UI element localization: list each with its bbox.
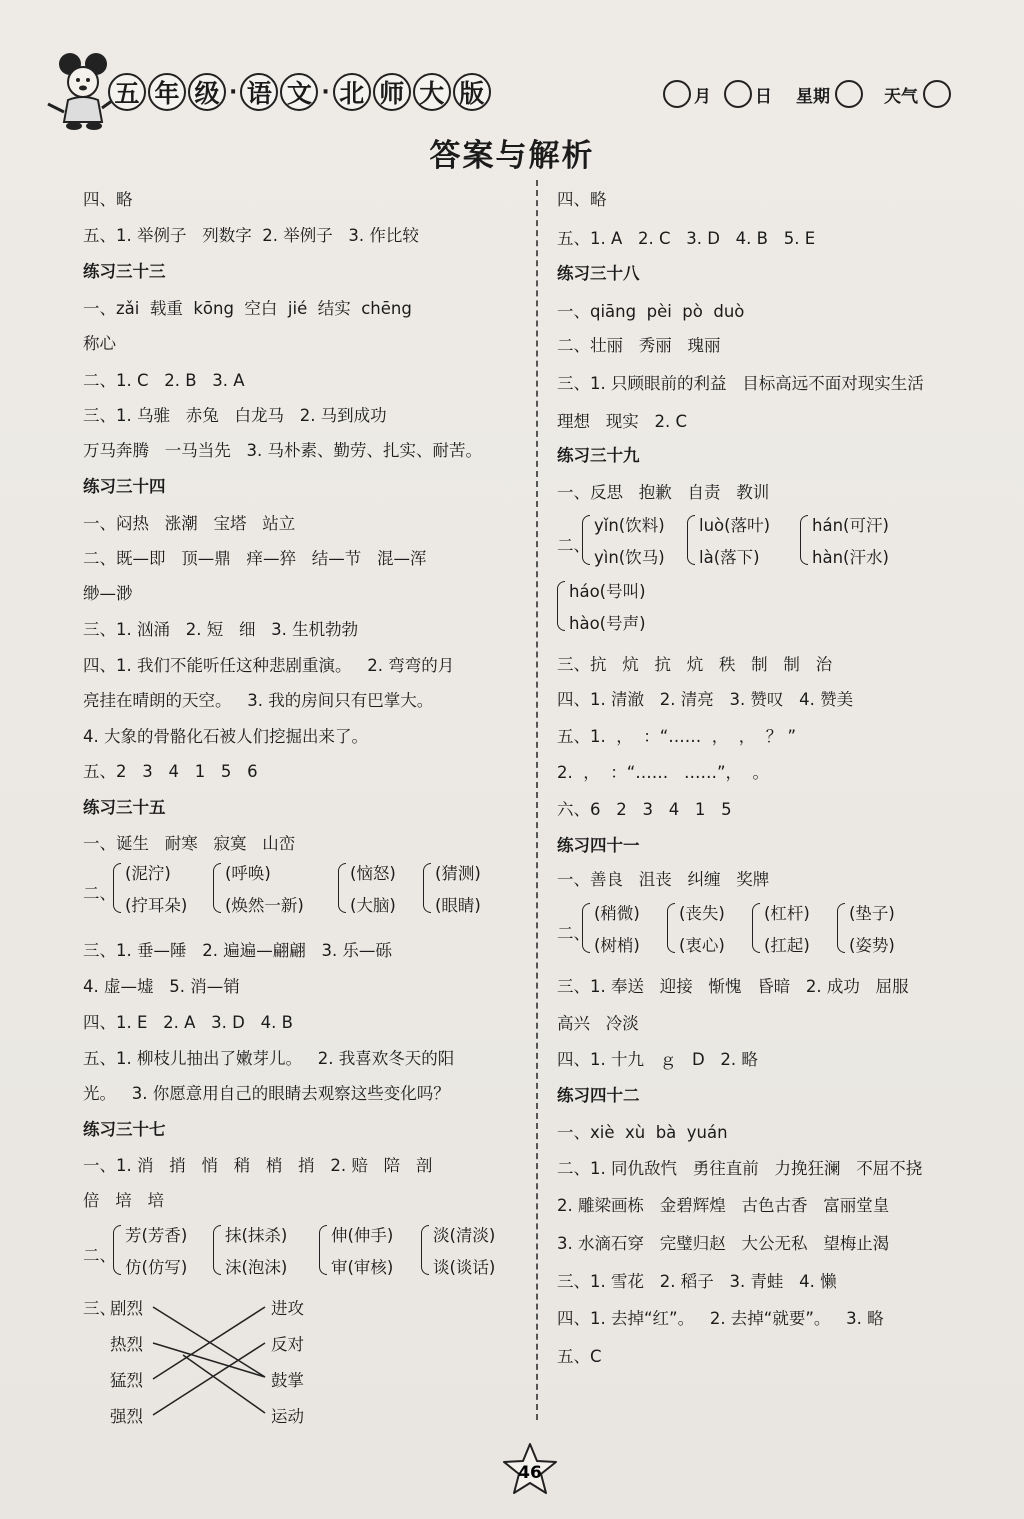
bracket-item: (呼唤) [225, 864, 271, 883]
answer-line: 四、1. E 2. A 3. D 4. B [83, 1013, 293, 1032]
bracket-item: (姿势) [849, 936, 895, 955]
answer-line: 四、略 [83, 190, 133, 209]
question-prefix: 三、 [83, 1299, 116, 1318]
weather-label: 天气 [884, 86, 918, 107]
banner-char: 语 [240, 73, 278, 111]
brace-icon [213, 863, 221, 913]
brace-icon [752, 903, 760, 953]
bracket-item: 抹(抹杀) [225, 1226, 288, 1245]
month-label: 月 [694, 86, 711, 107]
answer-line: 五、C [557, 1347, 602, 1366]
match-left: 热烈 [110, 1335, 143, 1354]
bracket-group [582, 512, 665, 568]
answer-line: 三、1. 奉送 迎接 惭愧 昏暗 2. 成功 屈服 [557, 977, 909, 996]
section-heading: 练习三十八 [557, 264, 640, 283]
bracket-item: 伸(伸手) [331, 1226, 394, 1245]
answer-line: 二、既—即 顶—鼎 痒—猝 结—节 混—浑 [83, 549, 427, 568]
section-heading: 练习三十四 [83, 477, 166, 496]
banner-char: 大 [413, 73, 451, 111]
bracket-group [319, 1222, 393, 1278]
answer-line: 2. ， ：“…… ……”， 。 [557, 763, 770, 782]
brace-icon [213, 1225, 221, 1275]
bracket-group [837, 900, 895, 956]
match-right: 反对 [271, 1335, 304, 1354]
bracket-item: hào(号声) [569, 614, 646, 633]
answer-line: 倍 培 培 [83, 1191, 164, 1210]
bracket-item: 谈(谈话) [433, 1258, 496, 1277]
bracket-group [213, 860, 304, 916]
brace-icon [421, 1225, 429, 1275]
bracket-item: 芳(芳香) [125, 1226, 188, 1245]
bracket-item: yǐn(饮料) [594, 516, 665, 535]
section-heading: 练习四十二 [557, 1086, 640, 1105]
answer-line: 四、1. 去掉“红”。 2. 去掉“就要”。 3. 略 [557, 1309, 884, 1328]
bracket-item: luò(落叶) [699, 516, 771, 535]
bracket-item: là(落下) [699, 548, 760, 567]
month-blank [663, 80, 691, 108]
section-heading: 练习三十九 [557, 446, 640, 465]
answer-line: 理想 现实 2. C [557, 412, 687, 431]
answer-line: 光。 3. 你愿意用自己的眼睛去观察这些变化吗？ [83, 1084, 450, 1103]
bracket-item: 沫(泡沫) [225, 1258, 288, 1277]
weekday-blank [835, 80, 863, 108]
bracket-item: (树梢) [594, 936, 640, 955]
answer-line: 一、诞生 耐寒 寂寞 山峦 [83, 834, 296, 853]
banner-char: 五 [108, 73, 146, 111]
bracket-item: (焕然一新) [225, 896, 304, 915]
brace-icon [557, 581, 565, 631]
answer-line: 称心 [83, 334, 116, 353]
banner-char: 师 [373, 73, 411, 111]
bracket-item: (扛起) [764, 936, 810, 955]
bracket-group [800, 512, 889, 568]
bracket-item: (垫子) [849, 904, 895, 923]
question-prefix: 二、 [83, 1246, 116, 1265]
match-lines [83, 1295, 323, 1425]
answer-line: 五、1. ， ：“…… ， ， ？ ” [557, 727, 797, 746]
answer-line: 高兴 冷淡 [557, 1014, 639, 1033]
match-left: 强烈 [110, 1407, 143, 1426]
column-divider [536, 180, 538, 1420]
answer-line: 4. 大象的骨骼化石被人们挖掘出来了。 [83, 727, 368, 746]
brace-icon [687, 515, 695, 565]
answer-line: 一、闷热 涨潮 宝塔 站立 [83, 514, 296, 533]
day-blank [724, 80, 752, 108]
match-left: 剧烈 [110, 1299, 143, 1318]
brace-icon [113, 1225, 121, 1275]
answer-line: 六、6 2 3 4 1 5 [557, 800, 732, 819]
answer-line: 三、1. 乌骓 赤兔 白龙马 2. 马到成功 [83, 406, 387, 425]
answer-line: 四、1. 清澈 2. 清亮 3. 赞叹 4. 赞美 [557, 690, 854, 709]
answer-line: 四、1. 我们不能听任这种悲剧重演。 2. 弯弯的月 [83, 656, 455, 675]
bracket-group [582, 900, 640, 956]
bracket-group [113, 860, 187, 916]
bracket-item: (丧失) [679, 904, 725, 923]
matching-exercise [83, 1295, 323, 1425]
brace-icon [338, 863, 346, 913]
question-prefix: 二、 [557, 536, 590, 555]
page-number-star [500, 1440, 560, 1500]
bracket-group [557, 578, 646, 634]
answer-line: 二、壮丽 秀丽 瑰丽 [557, 336, 721, 355]
question-prefix: 二、 [557, 924, 590, 943]
answer-line: 三、抗 炕 抗 炕 秩 制 制 治 [557, 655, 833, 674]
answer-line: 五、1. A 2. C 3. D 4. B 5. E [557, 229, 816, 248]
banner-char: 级 [188, 73, 226, 111]
book-banner [108, 70, 491, 114]
bracket-item: (猜测) [435, 864, 481, 883]
brace-icon [582, 903, 590, 953]
answer-line: 二、1. C 2. B 3. A [83, 371, 245, 390]
date-weather-box [660, 80, 954, 108]
answer-line: 三、1. 雪花 2. 稻子 3. 青蛙 4. 懒 [557, 1272, 837, 1291]
brace-icon [667, 903, 675, 953]
answer-line: 二、1. 同仇敌忾 勇往直前 力挽狂澜 不屈不挠 [557, 1159, 923, 1178]
bracket-group [423, 860, 481, 916]
answer-line: 一、xiè xù bà yuán [557, 1123, 728, 1142]
answer-line: 一、善良 沮丧 纠缠 奖牌 [557, 870, 770, 889]
banner-char: 北 [333, 73, 371, 111]
bracket-item: 淡(清淡) [433, 1226, 496, 1245]
brace-icon [319, 1225, 327, 1275]
weekday-label: 星期 [796, 86, 830, 107]
answer-line: 一、1. 消 捎 悄 稍 梢 捎 2. 赔 陪 剖 [83, 1156, 433, 1175]
bracket-item: (稍微) [594, 904, 640, 923]
answer-line: 三、1. 垂—陲 2. 遍遍—翩翩 3. 乐—砾 [83, 941, 392, 960]
section-heading: 练习四十一 [557, 836, 640, 855]
bracket-item: (恼怒) [350, 864, 396, 883]
banner-dot: · [321, 79, 330, 105]
answer-line: 五、1. 柳枝儿抽出了嫩芽儿。 2. 我喜欢冬天的阳 [83, 1049, 455, 1068]
bracket-group [113, 1222, 187, 1278]
section-heading: 练习三十七 [83, 1120, 166, 1139]
bracket-item: (拧耳朵) [125, 896, 188, 915]
match-right: 进攻 [271, 1299, 304, 1318]
section-heading: 练习三十五 [83, 798, 166, 817]
section-heading: 练习三十三 [83, 262, 166, 281]
bracket-group [752, 900, 810, 956]
answer-line: 缈—渺 [83, 584, 133, 603]
banner-dot: · [229, 79, 238, 105]
brace-icon [113, 863, 121, 913]
match-right: 运动 [271, 1407, 304, 1426]
page-number: 46 [518, 1463, 542, 1483]
banner-char: 年 [148, 73, 186, 111]
answer-line: 一、zǎi 载重 kōng 空白 jié 结实 chēng [83, 299, 412, 318]
bracket-item: (泥泞) [125, 864, 171, 883]
bracket-item: (衷心) [679, 936, 725, 955]
bracket-item: hán(可汗) [812, 516, 889, 535]
answer-line: 3. 水滴石穿 完璧归赵 大公无私 望梅止渴 [557, 1234, 890, 1253]
banner-char: 文 [280, 73, 318, 111]
question-prefix: 二、 [83, 884, 116, 903]
banner-char: 版 [453, 73, 491, 111]
answer-line: 三、1. 只顾眼前的利益 目标高远不面对现实生活 [557, 374, 924, 393]
answer-line: 一、qiāng pèi pò duò [557, 302, 745, 321]
answer-line: 4. 虚—墟 5. 消—销 [83, 977, 240, 996]
brace-icon [582, 515, 590, 565]
brace-icon [423, 863, 431, 913]
match-left: 猛烈 [110, 1371, 143, 1390]
bracket-item: (杠杆) [764, 904, 810, 923]
answer-line: 四、略 [557, 190, 607, 209]
page-title: 答案与解析 [429, 138, 595, 174]
answer-line: 一、反思 抱歉 自责 教训 [557, 483, 770, 502]
day-label: 日 [755, 86, 772, 107]
bracket-group [667, 900, 725, 956]
answer-line: 2. 雕梁画栋 金碧辉煌 古色古香 富丽堂皇 [557, 1196, 890, 1215]
brace-icon [800, 515, 808, 565]
answer-line: 五、2 3 4 1 5 6 [83, 762, 258, 781]
bracket-item: 审(审核) [331, 1258, 394, 1277]
answer-line: 四、1. 十九 ｇ D 2. 略 [557, 1050, 758, 1069]
bracket-item: (大脑) [350, 896, 396, 915]
answer-line: 五、1. 举例子 列数字 2. 举例子 3. 作比较 [83, 226, 419, 245]
weather-blank [923, 80, 951, 108]
bracket-item: yìn(饮马) [594, 548, 665, 567]
answer-line: 亮挂在晴朗的天空。 3. 我的房间只有巴掌大。 [83, 691, 434, 710]
bracket-group [421, 1222, 495, 1278]
answer-line: 三、1. 汹涌 2. 短 细 3. 生机勃勃 [83, 620, 359, 639]
bracket-item: (眼睛) [435, 896, 481, 915]
bracket-item: hàn(汗水) [812, 548, 889, 567]
bracket-item: 仿(仿写) [125, 1258, 188, 1277]
answer-line: 万马奔腾 一马当先 3. 马朴素、勤劳、扎实、耐苦。 [83, 441, 482, 460]
bracket-group [687, 512, 770, 568]
bracket-group [338, 860, 396, 916]
bracket-item: háo(号叫) [569, 582, 646, 601]
brace-icon [837, 903, 845, 953]
match-right: 鼓掌 [271, 1371, 304, 1390]
bracket-group [213, 1222, 287, 1278]
